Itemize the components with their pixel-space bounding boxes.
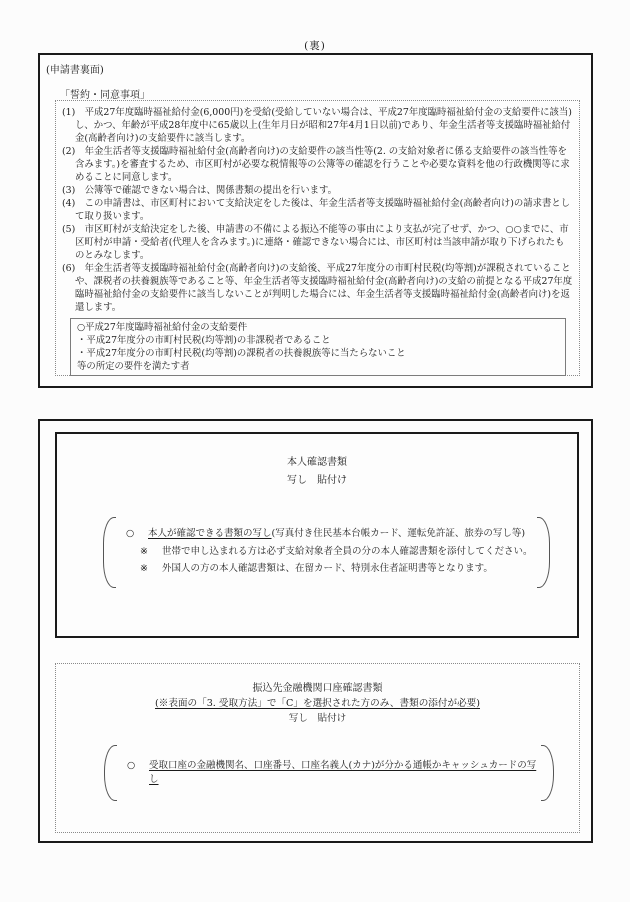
identity-documents-box — [55, 432, 579, 638]
pledge-item-1: (1) 平成27年度臨時福祉給付金(6,000円)を受給(受給していない場合は、平成27年度臨時福祉給付金の支給要件に該当)し、かつ、年齢が平成28年度中に65歳以上(生年月日が昭和27年4月1日以前)であり、年金生活者等支援臨時福祉給付金(高齢者向け)の支給要件に該当します。 — [62, 107, 572, 144]
left-bracket-icon — [103, 517, 116, 588]
bank-documents-title: 振込先金融機関口座確認書類 — [252, 683, 383, 694]
pledge-item-4: (4) この申請書は、市区町村において支給決定をした後は、年金生活者等支援臨時福祉給付金(高齢者向け)の請求書として取り扱います。 — [62, 198, 571, 222]
circle-marker-icon: ○ — [127, 760, 136, 771]
bank-note-body — [117, 745, 541, 801]
page-side-label: (裏) — [304, 40, 326, 52]
identity-item-text — [148, 525, 525, 543]
right-bracket-icon — [541, 745, 554, 801]
pledge-section-box — [38, 53, 593, 388]
eligibility-requirement-line: ・平成27年度分の市町村民税(均等割)の課税者の扶養親族等に当たらないこと — [77, 348, 406, 359]
pledge-item-6: (6) 年金生活者等支援臨時福祉給付金(高齢者向け)の支給後、平成27年度分の市町村民税(均等割)が課税されていることや、課税者の扶養親族等であること等、年金生活者等支援臨時福祉給付金(高齢者向け)の支給の前提となる平成27年度臨時福祉給付金の支給要件に該当しないことが判明した場合には、年金生活者等支援臨時福祉給付金(高齢者向け)を返還します。 — [62, 263, 573, 313]
identity-paste-label: 写し 貼付け — [287, 475, 347, 486]
attachments-section-box — [38, 419, 593, 843]
eligibility-requirement-line: ・平成27年度分の市町村民税(均等割)の非課税者であること — [77, 335, 331, 346]
kome-marker-icon: ※ — [140, 545, 148, 557]
bank-item-row — [127, 759, 537, 787]
pledge-items-box — [55, 100, 580, 376]
eligibility-requirements-box — [70, 318, 566, 376]
bank-account-documents-box — [55, 663, 580, 833]
identity-remark-row — [140, 560, 533, 578]
identity-note-body — [116, 517, 537, 588]
left-bracket-icon — [104, 745, 117, 801]
pledge-consent-title: 「誓約・同意事項」 — [60, 90, 150, 101]
kome-marker-icon: ※ — [140, 563, 148, 574]
pledge-item-5: (5) 市区町村が支給決定をした後、申請書の不備による振込不能等の事由により支払が完了せず、かつ、○○までに、市区町村が申請・受給者(代理人を含みます。)に連絡・確認できない場合には、市区町村は当該申請が取り下げられたものとみなします。 — [62, 224, 569, 261]
pledge-item-2: (2) 年金生活者等支援臨時福祉給付金(高齢者向け)の支給要件の該当性等(2. の支給対象者に係る支給要件の該当性等を含みます。)を審査するため、市区町村が必要な税情報等の公簿等の確認を行うことや必要な資料を他の行政機関等に求めることに同意します。 — [62, 146, 570, 183]
right-bracket-icon — [537, 517, 550, 588]
identity-documents-title: 本人確認書類 — [287, 457, 347, 468]
identity-remark-row — [140, 543, 533, 561]
identity-note-block — [103, 517, 550, 588]
bank-item-underlined: 受取口座の金融機関名、口座番号、口座名義人(カナ)が分かる通帳かキャッシュカードの写し — [149, 760, 537, 785]
identity-remark-text: 外国人の方の本人確認書類は、在留カード、特別永住者証明書等となります。 — [162, 563, 493, 574]
bank-paste-label: 写し 貼付け — [288, 713, 347, 724]
bank-note-block — [104, 745, 554, 801]
identity-item-rest: (写真付き住民基本台帳カード、運転免許証、旅券の写し等) — [271, 528, 526, 539]
bank-condition-note: (※表面の「3. 受取方法」で「C」を選択された方のみ、書類の添付が必要) — [154, 698, 480, 709]
circle-marker-icon: ○ — [126, 528, 135, 539]
pledge-item-3: (3) 公簿等で確認できない場合は、関係書類の提出を行います。 — [62, 185, 338, 196]
eligibility-requirement-line: 等の所定の要件を満たす者 — [77, 361, 190, 372]
identity-item-underlined: 本人が確認できる書類の写し — [148, 528, 272, 539]
identity-item-row — [126, 525, 533, 543]
identity-remark-text: 世帯で申し込まれる方は必ず支給対象者全員の分の本人確認書類を添付してください。 — [162, 545, 533, 557]
form-back-corner-label: (申請書裏面) — [46, 65, 104, 76]
eligibility-requirements-heading: ○平成27年度臨時福祉給付金の支給要件 — [77, 322, 248, 333]
